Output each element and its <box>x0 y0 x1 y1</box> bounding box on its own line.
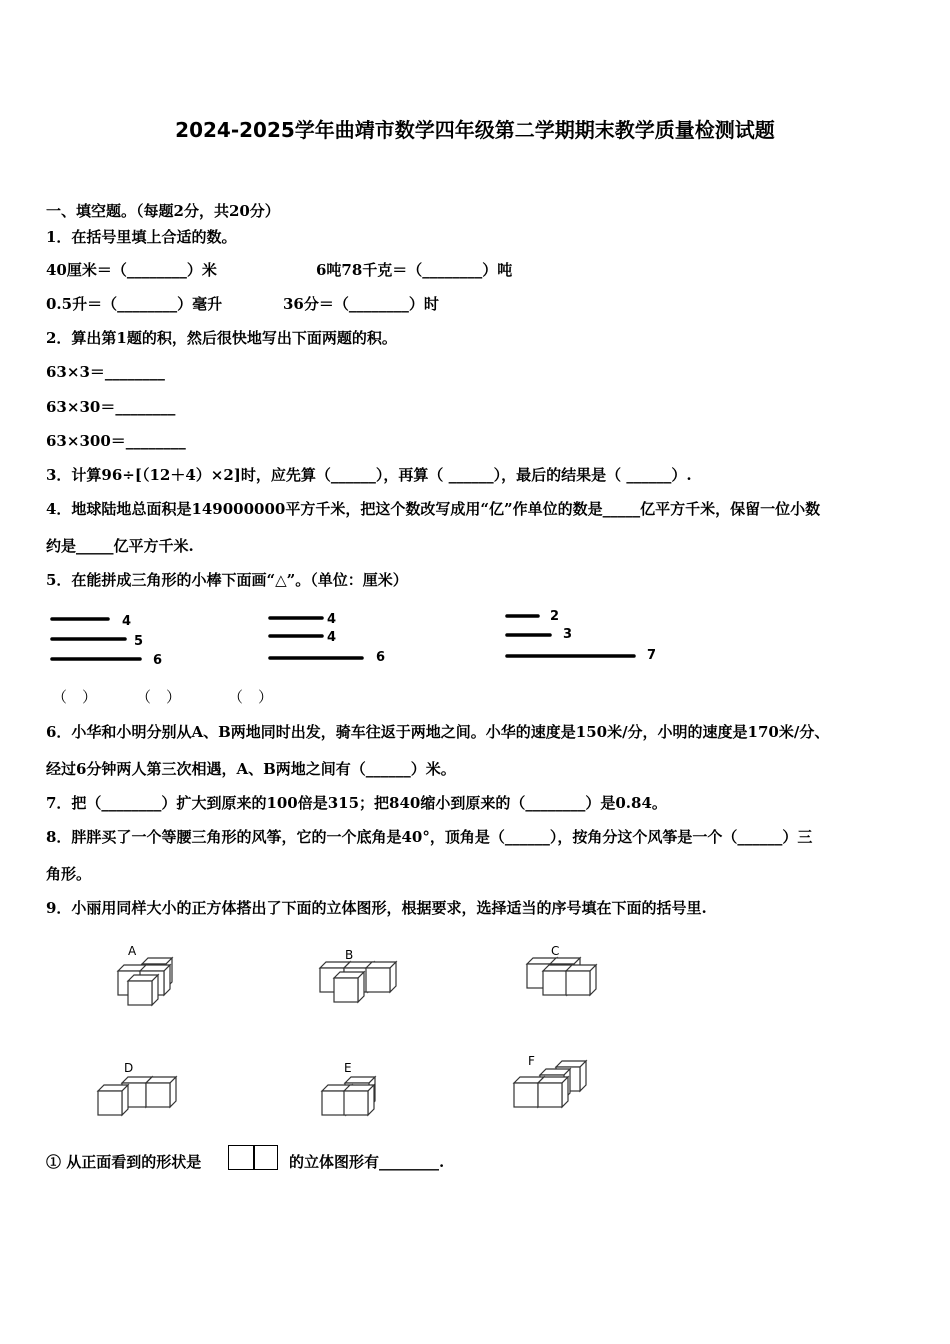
stick-label-1-1: 4 <box>122 614 132 629</box>
cube-figure-d <box>98 1061 176 1115</box>
section-heading: 一、填空题。（每题2分，共20分） <box>46 202 280 220</box>
q1-item-b: 6吨78千克＝（________）吨 <box>316 261 513 279</box>
stick-label-1-3: 6 <box>153 653 163 668</box>
stick-label-3-3: 7 <box>647 648 657 663</box>
q5-answer-2[interactable]: （ ） <box>136 688 182 706</box>
q8-line-2: 角形。 <box>46 865 92 883</box>
stick-label-2-1: 4 <box>327 612 337 627</box>
stick-label-2-3: 6 <box>376 650 386 665</box>
cube-figure-f <box>514 1054 586 1107</box>
q5-stem: 5．在能拼成三角形的小棒下面画“△”。（单位：厘米） <box>46 571 408 589</box>
figure-label-e: E <box>344 1061 352 1075</box>
figure-label-a: A <box>128 944 137 958</box>
cube-figure-c <box>527 944 596 995</box>
stick-group-3 <box>507 609 656 663</box>
q2-line-1: 63×3＝________ <box>46 363 165 381</box>
q6-line-2: 经过6分钟两人第三次相遇，A、B两地之间有（______）米。 <box>46 760 456 778</box>
page-title: 2024-2025学年曲靖市数学四年级第二学期期末教学质量检测试题 <box>175 118 775 142</box>
q9-stem: 9．小丽用同样大小的正方体搭出了下面的立体图形，根据要求，选择适当的序号填在下面的括号里. <box>46 899 707 917</box>
figure-label-d: D <box>124 1061 134 1075</box>
q1-item-a: 40厘米＝（________）米 <box>46 261 217 279</box>
q8-line-1: 8．胖胖买了一个等腰三角形的风筝，它的一个底角是40°，顶角是（______），按角分这个风筝是一个（______）三 <box>46 828 813 846</box>
q3-text: 3．计算96÷[（12＋4）×2]时，应先算（______），再算（ ______），最后的结果是（ ______）. <box>46 466 692 484</box>
figure-label-c: C <box>551 944 560 958</box>
q2-line-2: 63×30＝________ <box>46 398 176 416</box>
q1-item-d: 36分＝（________）时 <box>283 295 439 313</box>
q6-line-1: 6．小华和小明分别从A、B两地同时出发，骑车往返于两地之间。小华的速度是150米/分，小明的速度是170米/分、 <box>46 723 830 741</box>
q7-text: 7．把（________）扩大到原来的100倍是315；把840缩小到原来的（________）是0.84。 <box>46 794 667 812</box>
sticks-figure <box>0 600 950 680</box>
cube-figure-e <box>322 1061 375 1115</box>
q4-line-2: 约是_____亿平方千米. <box>46 537 194 555</box>
stick-label-3-2: 3 <box>563 627 573 642</box>
q9-sub1-prefix: ① 从正面看到的形状是 <box>46 1153 202 1171</box>
stick-label-2-2: 4 <box>327 630 337 645</box>
figure-label-f: F <box>528 1054 535 1068</box>
cube-figure-b <box>320 948 396 1002</box>
q1-item-c: 0.5升＝（________）毫升 <box>46 295 223 313</box>
stick-group-2 <box>270 612 385 665</box>
cube-figure-a <box>118 944 172 1005</box>
q5-answer-3[interactable]: （ ） <box>228 688 274 706</box>
stick-label-1-2: 5 <box>134 634 144 649</box>
q2-line-3: 63×300＝________ <box>46 432 186 450</box>
q9-sub1-suffix: 的立体图形有________. <box>289 1153 445 1171</box>
q5-answer-1[interactable]: （ ） <box>52 688 98 706</box>
cube-figures <box>0 935 950 1125</box>
stick-group-1 <box>52 614 162 668</box>
stick-label-3-1: 2 <box>550 609 560 624</box>
q2-stem: 2．算出第1题的积，然后很快地写出下面两题的积。 <box>46 329 397 347</box>
front-view-shape <box>228 1145 278 1170</box>
figure-label-b: B <box>345 948 354 962</box>
q1-stem: 1．在括号里填上合适的数。 <box>46 228 237 246</box>
q4-line-1: 4．地球陆地总面积是149000000平方千米，把这个数改写成用“亿”作单位的数是_____亿平方千米，保留一位小数 <box>46 500 821 518</box>
